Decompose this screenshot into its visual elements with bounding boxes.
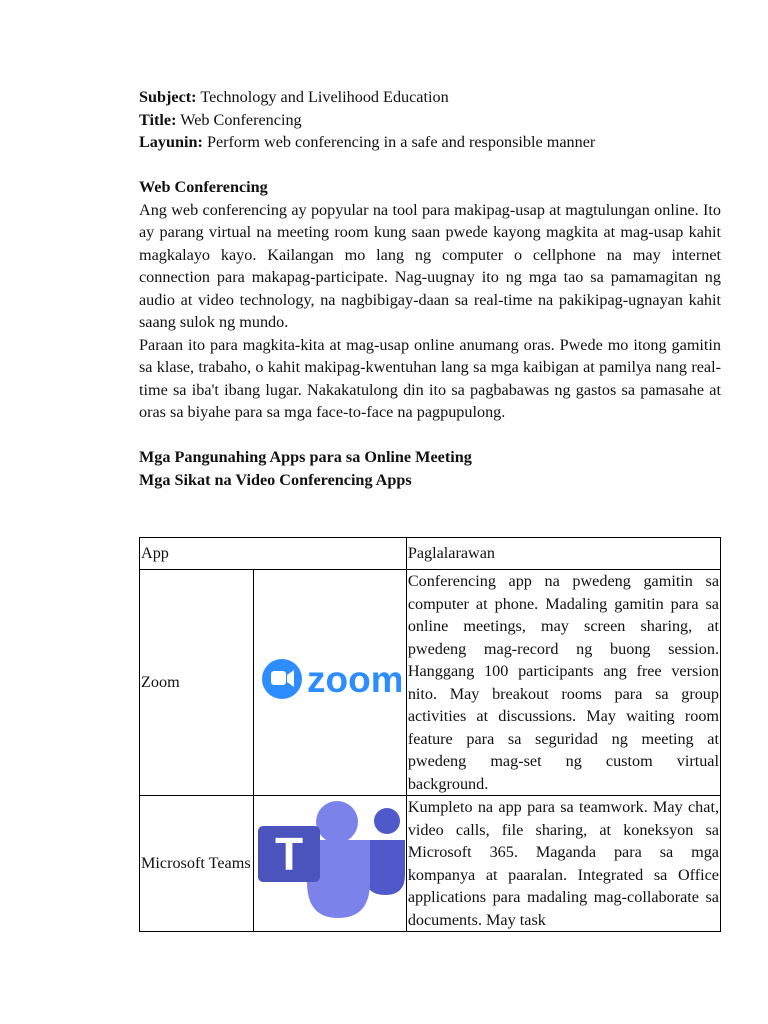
app-name-teams: Microsoft Teams bbox=[140, 796, 254, 932]
teams-logo-cell bbox=[253, 796, 406, 932]
paragraph-2: Paraan ito para magkita-kita at mag-usap online anumang oras. Pwede mo itong gamitin sa klase, trabaho, o kahit makipag-kwentuhan lang sa mga kaibigan at pamilya nang real-time sa iba't ibang lugar. Nakakatulong din ito sa pagbabawas ng gastos sa pamasahe at oras sa biyahe para sa mga face-to-face na pagpupulong. bbox=[139, 335, 721, 421]
title-value: Web Conferencing bbox=[176, 110, 302, 129]
section-heading-popular-apps: Mga Sikat na Video Conferencing Apps bbox=[139, 470, 412, 489]
title-line bbox=[139, 109, 721, 132]
zoom-logo-icon bbox=[259, 639, 401, 719]
subject-line bbox=[139, 86, 721, 109]
teams-logo-big-head bbox=[316, 801, 358, 843]
teams-logo-small-head bbox=[374, 808, 400, 834]
zoom-logo-cell bbox=[253, 570, 406, 796]
paragraph-1: Ang web conferencing ay popyular na tool para makipag-usap at magtulungan online. Ito ay parang virtual na meeting room kung saan pwede kayong magkita at mag-usap kahit magkalayo kayo. Kailangan mo lang ng computer o cellphone na may internet connection para makapag-participate. Nag-uugnay ito ng mga tao sa pamamagitan ng audio at video technology, na nagbibigay-daan sa real-time na pakikipag-ugnayan kahit saang sulok ng mundo. bbox=[139, 200, 721, 331]
teams-logo-icon bbox=[255, 800, 405, 920]
teams-logo-small-body bbox=[365, 840, 405, 895]
section-heading-main-apps: Mga Pangunahing Apps para sa Online Meeting bbox=[139, 448, 472, 466]
subject-value: Technology and Livelihood Education bbox=[196, 88, 449, 106]
app-name-zoom: Zoom bbox=[140, 570, 254, 796]
zoom-logo-text: zoom bbox=[306, 659, 401, 701]
subject-label: Subject: bbox=[139, 88, 197, 106]
header-description: Paglalarawan bbox=[406, 538, 720, 570]
objective-line bbox=[139, 131, 721, 154]
table-row bbox=[140, 570, 721, 796]
table-header-row bbox=[140, 538, 721, 570]
table-row bbox=[140, 796, 721, 932]
header-app: App bbox=[140, 538, 407, 570]
zoom-logo-camera-body bbox=[271, 671, 286, 685]
objective-label: Layunin: bbox=[139, 133, 203, 151]
title-label: Title: bbox=[139, 110, 177, 129]
apps-table bbox=[139, 537, 721, 932]
teams-description: Kumpleto na app para sa teamwork. May chat, video calls, file sharing, at koneksyon sa Microsoft 365. Maganda para sa mga kompanya at paaralan. Integrated sa Office applications para madaling mag-collaborate sa documents. May task bbox=[406, 796, 720, 932]
zoom-description: Conferencing app na pwedeng gamitin sa computer at phone. Madaling gamitin para sa online meetings, may screen sharing, at pwedeng mag-record ng buong session. Hanggang 100 participants ang free version nito. May breakout rooms para sa group activities at discussions. May waiting room feature para sa seguridad ng meeting at pwedeng mag-set ng custom virtual background. bbox=[406, 570, 720, 796]
teams-logo-letter: T bbox=[274, 828, 303, 881]
objective-value: Perform web conferencing in a safe and responsible manner bbox=[202, 133, 596, 151]
document-body bbox=[139, 86, 721, 491]
section-heading-web-conferencing: Web Conferencing bbox=[139, 178, 268, 196]
